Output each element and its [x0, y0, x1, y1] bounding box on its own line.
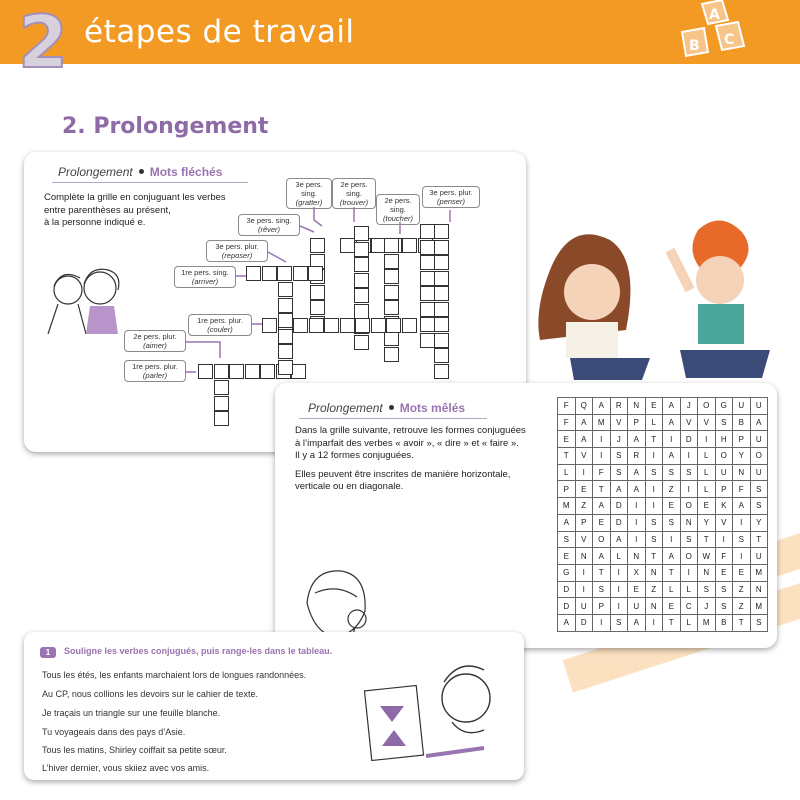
wordsearch-cell[interactable]: I [645, 481, 663, 498]
wordsearch-cell[interactable]: I [575, 564, 593, 581]
wordsearch-cell[interactable]: C [680, 598, 698, 615]
wordsearch-cell[interactable]: F [558, 398, 576, 415]
crossword-cell[interactable] [420, 271, 435, 286]
crossword-cell[interactable] [384, 269, 399, 284]
wordsearch-cell[interactable]: I [680, 564, 698, 581]
wordsearch-cell[interactable]: Y [750, 514, 768, 531]
wordsearch-cell[interactable]: J [698, 598, 716, 615]
tab-underline [299, 418, 487, 419]
wordsearch-cell[interactable]: B [733, 414, 751, 431]
wordsearch-cell[interactable]: E [628, 581, 646, 598]
clue-box: 3e pers. plur. (penser) [422, 186, 480, 208]
wordsearch-cell[interactable]: L [680, 614, 698, 631]
crossword-cell[interactable] [434, 302, 449, 317]
crossword-cell[interactable] [434, 333, 449, 348]
crossword-cell[interactable] [324, 318, 339, 333]
wordsearch-cell[interactable]: D [680, 431, 698, 448]
crossword-cell[interactable] [434, 271, 449, 286]
crossword-cell[interactable] [434, 317, 449, 332]
wordsearch-cell[interactable]: T [593, 564, 611, 581]
wordsearch-cell[interactable]: T [593, 481, 611, 498]
crossword-cell[interactable] [420, 224, 435, 239]
wordsearch-cell[interactable]: U [575, 598, 593, 615]
crossword-cell[interactable] [278, 329, 293, 344]
wordsearch-cell[interactable]: V [575, 448, 593, 465]
crossword-cell[interactable] [434, 348, 449, 363]
wordsearch-cell[interactable]: S [663, 514, 681, 531]
crossword-cell[interactable] [420, 302, 435, 317]
crossword-cell[interactable] [340, 238, 355, 253]
wordsearch-cell[interactable]: D [610, 514, 628, 531]
wordsearch-cell[interactable]: I [575, 581, 593, 598]
wordsearch-cell[interactable]: P [715, 481, 733, 498]
wordsearch-cell[interactable]: A [593, 498, 611, 515]
wordsearch-row [558, 531, 768, 548]
wordsearch-cell[interactable]: A [575, 414, 593, 431]
wordsearch-cell[interactable]: S [645, 514, 663, 531]
wordsearch-cell[interactable]: Y [698, 514, 716, 531]
exercise-number: 1 [40, 647, 56, 658]
wordsearch-instruction [295, 425, 526, 494]
dot-icon [389, 405, 394, 410]
wordsearch-cell[interactable]: A [610, 481, 628, 498]
crossword-cell[interactable] [260, 364, 275, 379]
wordsearch-cell[interactable]: T [645, 548, 663, 565]
instruction-line: Elles peuvent être inscrites de manière horizontale, [295, 468, 511, 480]
crossword-cell[interactable] [229, 364, 244, 379]
crossword-cell[interactable] [278, 313, 293, 328]
crossword-cell[interactable] [354, 335, 369, 350]
crossword-cell[interactable] [386, 318, 401, 333]
wordsearch-cell[interactable]: T [750, 531, 768, 548]
wordsearch-cell[interactable]: N [733, 464, 751, 481]
wordsearch-cell[interactable]: I [715, 531, 733, 548]
wordsearch-cell[interactable]: U [628, 598, 646, 615]
wordsearch-cell[interactable]: S [610, 614, 628, 631]
wordsearch-cell[interactable]: P [593, 598, 611, 615]
wordsearch-cell[interactable]: I [610, 598, 628, 615]
wordsearch-cell[interactable]: U [750, 548, 768, 565]
wordsearch-cell[interactable]: E [698, 498, 716, 515]
wordsearch-row [558, 448, 768, 465]
wordsearch-cell[interactable]: I [610, 581, 628, 598]
wordsearch-cell[interactable]: L [698, 448, 716, 465]
wordsearch-cell[interactable]: M [593, 414, 611, 431]
boy-triangle-illustration [356, 658, 506, 774]
wordsearch-cell[interactable]: I [733, 548, 751, 565]
crossword-cell[interactable] [354, 273, 369, 288]
wordsearch-cell[interactable]: U [750, 431, 768, 448]
wordsearch-row [558, 514, 768, 531]
wordsearch-row [558, 414, 768, 431]
wordsearch-cell[interactable]: M [698, 614, 716, 631]
wordsearch-row [558, 481, 768, 498]
wordsearch-cell[interactable]: I [663, 431, 681, 448]
wordsearch-cell[interactable]: I [593, 614, 611, 631]
wordsearch-row [558, 598, 768, 615]
instruction-line: à la personne indiqué e. [44, 217, 146, 228]
crossword-cell[interactable] [262, 318, 277, 333]
wordsearch-cell[interactable]: A [593, 548, 611, 565]
wordsearch-cell[interactable]: N [575, 548, 593, 565]
wordsearch-cell[interactable]: A [628, 431, 646, 448]
wordsearch-cell[interactable]: E [663, 598, 681, 615]
wordsearch-cell[interactable]: S [645, 531, 663, 548]
crossword-cell[interactable] [384, 331, 399, 346]
wordsearch-cell[interactable]: P [575, 514, 593, 531]
clue-box: 1re pers. sing. (arriver) [174, 266, 236, 288]
wordsearch-cell[interactable]: I [593, 448, 611, 465]
wordsearch-cell[interactable]: P [558, 481, 576, 498]
sentence: Tu voyageais dans des pays d’Asie. [42, 727, 186, 737]
sentence: L’hiver dernier, vous skiiez avec vos amis. [42, 763, 210, 773]
crossword-cell[interactable] [354, 242, 369, 257]
wordsearch-cell[interactable]: S [715, 581, 733, 598]
crossword-cell[interactable] [384, 238, 399, 253]
wordsearch-cell[interactable]: E [663, 498, 681, 515]
wordsearch-cell[interactable]: V [698, 414, 716, 431]
wordsearch-cell[interactable]: Z [733, 598, 751, 615]
wordsearch-cell[interactable]: L [680, 581, 698, 598]
exercise-title: Souligne les verbes conjugués, puis range-les dans le tableau. [64, 646, 333, 656]
wordsearch-cell[interactable]: A [575, 431, 593, 448]
step-number: 2 [18, 0, 69, 84]
wordsearch-cell[interactable]: D [610, 498, 628, 515]
wordsearch-cell[interactable]: I [698, 431, 716, 448]
wordsearch-cell[interactable]: S [715, 414, 733, 431]
wordsearch-cell[interactable]: K [715, 498, 733, 515]
wordsearch-cell[interactable]: P [628, 414, 646, 431]
wordsearch-cell[interactable]: S [645, 464, 663, 481]
wordsearch-row [558, 431, 768, 448]
crossword-cell[interactable] [278, 344, 293, 359]
wordsearch-cell[interactable]: A [663, 414, 681, 431]
wordsearch-row [558, 464, 768, 481]
wordsearch-cell[interactable]: I [733, 514, 751, 531]
wordsearch-cell[interactable]: A [663, 398, 681, 415]
wordsearch-cell[interactable]: S [663, 464, 681, 481]
wordsearch-cell[interactable]: G [715, 398, 733, 415]
wordsearch-cell[interactable]: N [628, 398, 646, 415]
crossword-cell[interactable] [355, 318, 370, 333]
crossword-cell[interactable] [277, 266, 292, 281]
crossword-cell[interactable] [402, 318, 417, 333]
sentence: Tous les étés, les enfants marchaient lors de longues randonnées. [42, 670, 307, 680]
crossword-cell[interactable] [354, 288, 369, 303]
wordsearch-cell[interactable]: A [628, 481, 646, 498]
wordsearch-cell[interactable]: O [698, 398, 716, 415]
header-title: étapes de travail [84, 14, 355, 50]
crossword-cell[interactable] [293, 266, 308, 281]
wordsearch-cell[interactable]: Y [733, 448, 751, 465]
wordsearch-cell[interactable]: L [610, 548, 628, 565]
wordsearch-cell[interactable]: O [680, 548, 698, 565]
crossword-cell[interactable] [308, 266, 323, 281]
wordsearch-cell[interactable]: T [645, 431, 663, 448]
crossword-cell[interactable] [198, 364, 213, 379]
clue-box: 3e pers. sing. (rêver) [238, 214, 300, 236]
wordsearch-cell[interactable]: S [680, 531, 698, 548]
wordsearch-cell[interactable]: D [575, 614, 593, 631]
wordsearch-cell[interactable]: R [628, 448, 646, 465]
crossword-cell[interactable] [262, 266, 277, 281]
wordsearch-cell[interactable]: S [610, 464, 628, 481]
wordsearch-cell[interactable]: S [680, 464, 698, 481]
wordsearch-cell[interactable]: A [628, 614, 646, 631]
wordsearch-row [558, 398, 768, 415]
wordsearch-cell[interactable]: X [628, 564, 646, 581]
tab-sublabel: Mots fléchés [149, 165, 223, 179]
tab-label: Prolongement [58, 165, 133, 179]
wordsearch-cell[interactable]: I [663, 531, 681, 548]
crossword-cell[interactable] [214, 411, 229, 426]
wordsearch-cell[interactable]: S [698, 581, 716, 598]
wordsearch-cell[interactable]: E [575, 481, 593, 498]
clue-box: 1re pers. plur. (parler) [124, 360, 186, 382]
wordsearch-cell[interactable]: O [593, 531, 611, 548]
crossword-cell[interactable] [354, 304, 369, 319]
sentence: Au CP, nous collions les devoirs sur le cahier de texte. [42, 689, 258, 699]
wordsearch-cell[interactable]: Q [575, 398, 593, 415]
crossword-cell[interactable] [278, 360, 293, 375]
wordsearch-cell[interactable]: V [715, 514, 733, 531]
crossword-cell[interactable] [420, 333, 435, 348]
wordsearch-cell[interactable]: J [610, 431, 628, 448]
wordsearch-cell[interactable]: I [680, 481, 698, 498]
wordsearch-cell[interactable]: N [750, 581, 768, 598]
wordsearch-row [558, 614, 768, 631]
wordsearch-cell[interactable]: T [698, 531, 716, 548]
wordsearch-cell[interactable]: M [750, 564, 768, 581]
svg-text:B: B [689, 38, 700, 54]
crossword-cell[interactable] [293, 318, 308, 333]
wordsearch-cell[interactable]: A [558, 614, 576, 631]
clue-box: 1re pers. plur. (couler) [188, 314, 252, 336]
wordsearch-cell[interactable]: T [663, 614, 681, 631]
instruction-line: Il y a 12 formes conjuguées. [295, 450, 414, 461]
wordsearch-row [558, 548, 768, 565]
wordsearch-cell[interactable]: G [558, 564, 576, 581]
wordsearch-cell[interactable]: A [663, 548, 681, 565]
wordsearch-cell[interactable]: F [558, 414, 576, 431]
exercise-card [24, 632, 524, 780]
crossword-cell[interactable] [278, 282, 293, 297]
tab-sublabel: Mots mêlés [399, 401, 466, 415]
instruction-line: Complète la grille en conjuguant les verbes [44, 192, 226, 203]
wordsearch-cell[interactable]: A [610, 531, 628, 548]
crossword-cell[interactable] [309, 318, 324, 333]
wordsearch-cell[interactable]: P [733, 431, 751, 448]
wordsearch-cell[interactable]: V [575, 531, 593, 548]
crossword-cell[interactable] [214, 364, 229, 379]
wordsearch-cell[interactable]: E [558, 548, 576, 565]
wordsearch-cell[interactable]: I [628, 514, 646, 531]
wordsearch-cell[interactable]: B [715, 614, 733, 631]
wordsearch-cell[interactable]: F [733, 481, 751, 498]
wordsearch-row [558, 498, 768, 515]
wordsearch-cell[interactable]: T [663, 564, 681, 581]
wordsearch-cell[interactable]: L [645, 414, 663, 431]
wordsearch-cell[interactable]: A [628, 464, 646, 481]
crossword-cell[interactable] [420, 286, 435, 301]
wordsearch-cell[interactable]: H [715, 431, 733, 448]
wordsearch-cell[interactable]: S [715, 598, 733, 615]
wordsearch-cell[interactable]: U [750, 464, 768, 481]
wordsearch-cell[interactable]: I [610, 564, 628, 581]
wordsearch-cell[interactable]: L [663, 581, 681, 598]
wordsearch-grid [557, 397, 768, 632]
crossword-cell[interactable] [291, 364, 306, 379]
wordsearch-cell[interactable]: I [593, 431, 611, 448]
wordsearch-cell[interactable]: E [558, 431, 576, 448]
crossword-cell[interactable] [340, 318, 355, 333]
crossword-cell[interactable] [384, 254, 399, 269]
wordsearch-cell[interactable]: T [558, 448, 576, 465]
wordsearch-cell[interactable]: N [628, 548, 646, 565]
wordsearch-cell[interactable]: N [680, 514, 698, 531]
clue-box: 3e pers. sing. (gratter) [286, 178, 332, 209]
crossword-cell[interactable] [354, 226, 369, 241]
children-illustration [38, 260, 134, 334]
wordsearch-cell[interactable]: W [698, 548, 716, 565]
crossword-cell[interactable] [310, 238, 325, 253]
wordsearch-cell[interactable]: E [733, 564, 751, 581]
wordsearch-cell[interactable]: S [750, 481, 768, 498]
wordsearch-cell[interactable]: O [680, 498, 698, 515]
wordsearch-cell[interactable]: F [715, 548, 733, 565]
wordsearch-cell[interactable]: S [610, 448, 628, 465]
wordsearch-cell[interactable]: Z [575, 498, 593, 515]
wordsearch-cell[interactable]: O [715, 448, 733, 465]
crossword-cell[interactable] [278, 298, 293, 313]
crossword-cell[interactable] [384, 347, 399, 362]
wordsearch-cell[interactable]: Z [733, 581, 751, 598]
wordsearch-row [558, 581, 768, 598]
crossword-cell[interactable] [420, 240, 435, 255]
wordsearch-cell[interactable]: N [645, 564, 663, 581]
kids-reading-illustration [530, 210, 780, 390]
wordsearch-cell[interactable]: S [750, 498, 768, 515]
crossword-cell[interactable] [434, 224, 449, 239]
wordsearch-cell[interactable]: R [610, 398, 628, 415]
crossword-cell[interactable] [214, 396, 229, 411]
clue-box: 2e pers. sing. (trouver) [332, 178, 376, 209]
crossword-cell[interactable] [434, 286, 449, 301]
wordsearch-cell[interactable]: D [558, 598, 576, 615]
wordsearch-cell[interactable]: D [558, 581, 576, 598]
crossword-cell[interactable] [434, 255, 449, 270]
wordsearch-cell[interactable]: L [698, 481, 716, 498]
wordsearch-cell[interactable]: O [750, 448, 768, 465]
wordsearch-cell[interactable]: I [645, 614, 663, 631]
instruction-line: à l’imparfait des verbes « avoir », « dire » et « faire ». [295, 437, 519, 449]
wordsearch-cell[interactable]: I [628, 531, 646, 548]
wordsearch-cell[interactable]: S [593, 581, 611, 598]
wordsearch-cell[interactable]: I [628, 498, 646, 515]
wordsearch-cell[interactable]: L [558, 464, 576, 481]
wordsearch-cell[interactable]: A [750, 414, 768, 431]
crossword-cell[interactable] [214, 380, 229, 395]
wordsearch-cell[interactable]: V [610, 414, 628, 431]
abc-blocks-icon [672, 0, 768, 66]
wordsearch-cell[interactable]: A [558, 514, 576, 531]
wordsearch-cell[interactable]: Z [645, 581, 663, 598]
crossword-cell[interactable] [245, 364, 260, 379]
wordsearch-cell[interactable]: E [645, 398, 663, 415]
crossword-cell[interactable] [246, 266, 261, 281]
tab-label: Prolongement [308, 401, 383, 415]
wordsearch-cell[interactable]: S [558, 531, 576, 548]
sentence: Je traçais un triangle sur une feuille blanche. [42, 708, 221, 718]
wordsearch-cell[interactable]: S [733, 531, 751, 548]
wordsearch-row [558, 564, 768, 581]
crossword-cell[interactable] [434, 240, 449, 255]
wordsearch-tab [308, 401, 465, 415]
instruction-line: verticale ou en diagonale. [295, 481, 404, 492]
svg-text:C: C [724, 32, 735, 48]
wordsearch-cell[interactable]: T [733, 614, 751, 631]
section-title: 2. Prolongement [62, 114, 269, 139]
sentence: Tous les matins, Shirley coiffait sa petite sœur. [42, 745, 227, 755]
svg-text:A: A [709, 7, 720, 23]
wordsearch-cell[interactable]: A [593, 398, 611, 415]
crossword-cell[interactable] [434, 364, 449, 379]
crossword-cell[interactable] [384, 300, 399, 315]
wordsearch-cell[interactable]: A [733, 498, 751, 515]
clue-box: 2e pers. sing. (toucher) [376, 194, 420, 225]
crossword-cell[interactable] [354, 257, 369, 272]
wordsearch-cell[interactable]: U [715, 464, 733, 481]
wordsearch-cell[interactable]: S [750, 614, 768, 631]
wordsearch-cell[interactable]: I [645, 448, 663, 465]
wordsearch-cell[interactable]: U [750, 398, 768, 415]
crossword-cell[interactable] [420, 317, 435, 332]
instruction-line: Dans la grille suivante, retrouve les formes conjuguées [295, 425, 526, 436]
wordsearch-cell[interactable]: E [593, 514, 611, 531]
wordsearch-cell[interactable]: V [680, 414, 698, 431]
clue-box: 3e pers. plur. (reposer) [206, 240, 268, 262]
wordsearch-cell[interactable]: Z [663, 481, 681, 498]
crossword-cell[interactable] [371, 318, 386, 333]
wordsearch-cell[interactable]: U [733, 398, 751, 415]
crossword-cell[interactable] [310, 300, 325, 315]
wordsearch-cell[interactable]: N [645, 598, 663, 615]
crossword-cell[interactable] [402, 238, 417, 253]
instruction-line: entre parenthèses au présent, [44, 204, 171, 216]
wordsearch-cell[interactable]: I [575, 464, 593, 481]
wordsearch-cell[interactable]: M [750, 598, 768, 615]
wordsearch-cell[interactable]: L [698, 464, 716, 481]
wordsearch-cell[interactable]: A [663, 448, 681, 465]
wordsearch-cell[interactable]: F [593, 464, 611, 481]
wordsearch-cell[interactable]: M [558, 498, 576, 515]
crossword-cell[interactable] [310, 285, 325, 300]
wordsearch-cell[interactable]: I [680, 448, 698, 465]
wordsearch-card [275, 383, 777, 648]
wordsearch-cell[interactable]: J [680, 398, 698, 415]
crossword-cell[interactable] [420, 255, 435, 270]
wordsearch-cell[interactable]: E [715, 564, 733, 581]
wordsearch-cell[interactable]: N [698, 564, 716, 581]
wordsearch-cell[interactable]: I [645, 498, 663, 515]
crossword-cell[interactable] [384, 285, 399, 300]
clue-box: 2e pers. plur. (aimer) [124, 330, 186, 352]
